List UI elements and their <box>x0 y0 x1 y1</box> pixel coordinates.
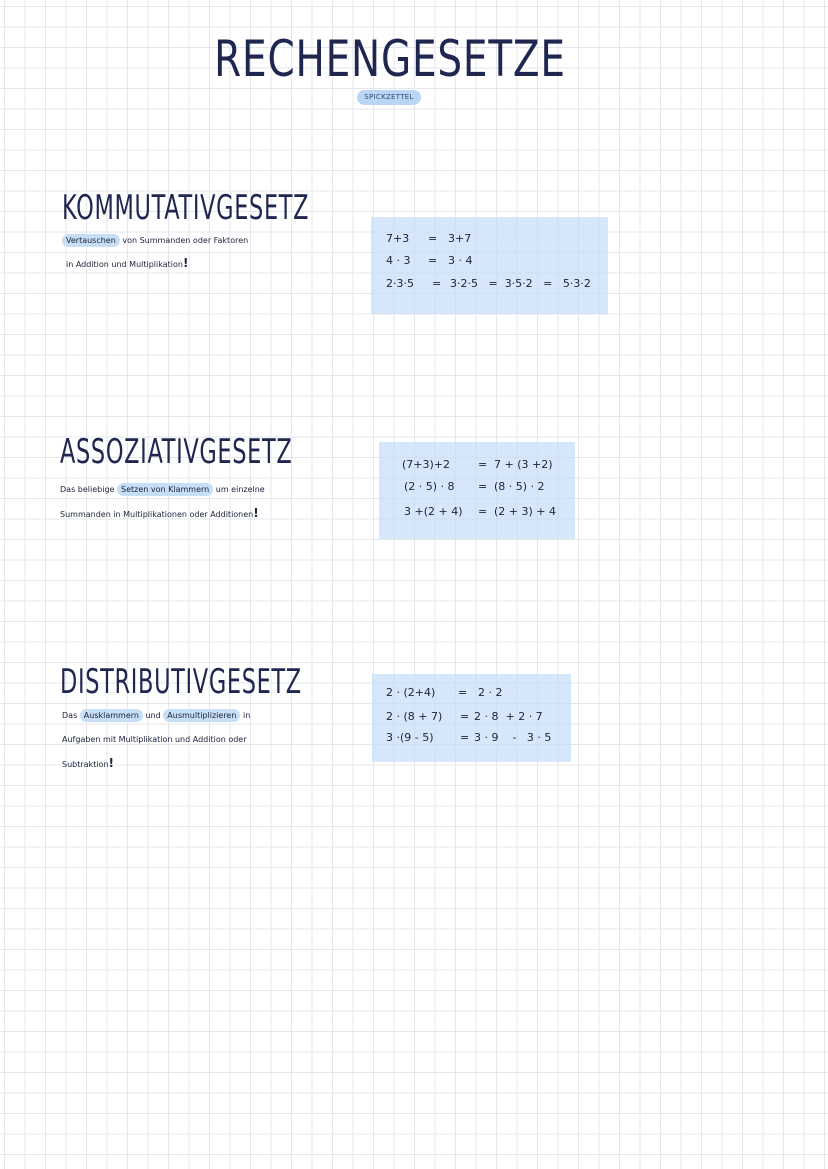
description-text: um einzelne <box>215 485 265 494</box>
equation-right: 3 · 9 - 3 · 5 <box>474 731 552 744</box>
description-text: in Addition und Multiplikation <box>66 260 183 269</box>
exclamation-mark: ! <box>253 506 259 520</box>
equation-right: 2 · 8 + 2 · 7 <box>474 710 543 723</box>
exclamation-mark: ! <box>108 756 114 770</box>
section-description-line2: Aufgaben mit Multiplikation und Addition oder <box>62 735 247 744</box>
equation-left: (7+3)+2 <box>402 458 451 471</box>
highlight: Ausmultiplizieren <box>163 709 240 722</box>
equals-sign: = <box>428 254 438 267</box>
equals-sign: = <box>478 458 488 471</box>
example-equations <box>402 458 572 528</box>
description-text: von Summanden oder Faktoren <box>122 236 249 245</box>
description-text: Summanden in Multiplikationen oder Additionen <box>60 510 254 519</box>
section-heading: KOMMUTATIVGESETZ <box>62 188 310 228</box>
equals-sign: = <box>460 731 470 744</box>
page-title: RECHENGESETZE <box>214 30 566 88</box>
equation-right: 3 · 4 <box>448 254 473 267</box>
equation-left: 2 · (8 + 7) <box>386 710 443 723</box>
description-text: und <box>145 711 161 720</box>
description-text: in <box>242 711 251 720</box>
equation-left: 2 · (2+4) <box>386 686 436 699</box>
equals-sign: = <box>478 480 488 493</box>
highlight: Ausklammern <box>80 709 143 722</box>
example-equations <box>386 232 606 302</box>
equation-right: (8 · 5) · 2 <box>494 480 545 493</box>
highlight: Vertauschen <box>62 234 120 247</box>
equals-sign: = <box>478 505 488 518</box>
section-description-line3 <box>62 750 114 778</box>
exclamation-mark: ! <box>182 256 189 270</box>
equals-sign: = <box>460 710 470 723</box>
equation-right: 2 · 2 <box>478 686 503 699</box>
subtitle-badge: SPICKZETTEL <box>357 90 421 105</box>
equation-right: 3·2·5 = 3·5·2 = 5·3·2 <box>450 277 591 290</box>
equals-sign: = <box>458 686 468 699</box>
equation-left: 4 · 3 <box>386 254 411 267</box>
section-description-line1 <box>62 703 250 729</box>
section-description-line2 <box>60 500 259 528</box>
equation-left: 7+3 <box>386 232 410 245</box>
description-text: Das <box>62 711 78 720</box>
example-equations <box>386 686 566 756</box>
section-heading: ASSOZIATIVGESETZ <box>60 432 293 472</box>
equation-left: 2·3·5 <box>386 277 414 290</box>
description-text: Das beliebige <box>60 485 115 494</box>
equation-right: 7 + (3 +2) <box>494 458 553 471</box>
equals-sign: = <box>432 277 442 290</box>
highlight: Setzen von Klammern <box>117 483 213 496</box>
equation-left: (2 · 5) · 8 <box>404 480 455 493</box>
section-description-line2 <box>66 250 188 278</box>
section-heading: DISTRIBUTIVGESETZ <box>60 662 302 702</box>
equation-left: 3 ·(9 - 5) <box>386 731 434 744</box>
equation-right: 3+7 <box>448 232 472 245</box>
equation-right: (2 + 3) + 4 <box>494 505 556 518</box>
description-text: Subtraktion <box>62 760 109 769</box>
equation-left: 3 +(2 + 4) <box>404 505 463 518</box>
equals-sign: = <box>428 232 438 245</box>
